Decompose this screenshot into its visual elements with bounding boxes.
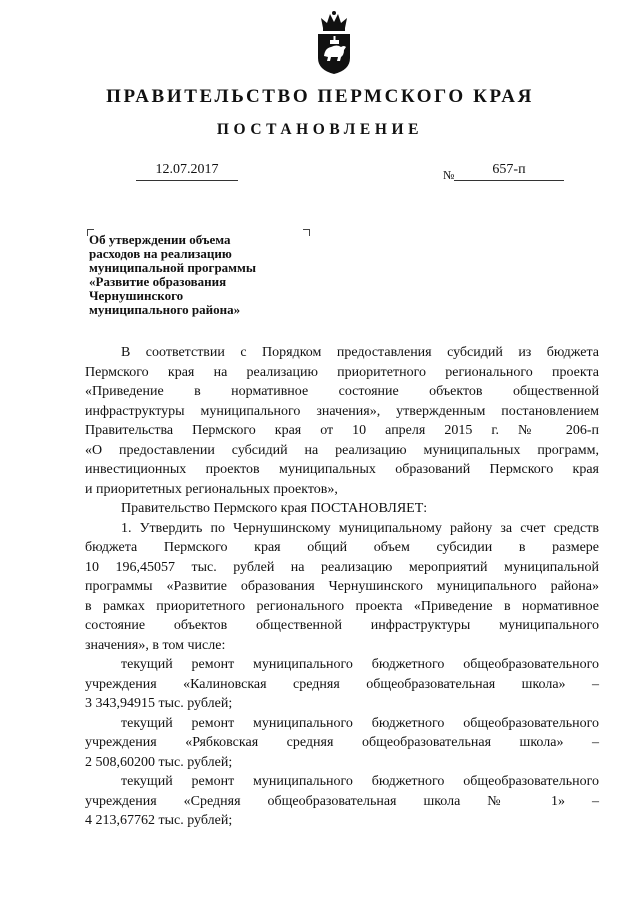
document-number: 657-п — [492, 162, 526, 177]
document-date: 12.07.2017 — [155, 162, 219, 177]
subject-line: Об утверждении объема — [89, 232, 231, 247]
body-line: учреждения «Калиновская средняя общеобразовательная школа» – — [85, 676, 599, 692]
body-line: в рамках приоритетного регионального проекта «Приведение в нормативное — [85, 598, 599, 614]
body-line: учреждения «Рябковская средняя общеобразовательная школа» – — [85, 735, 599, 750]
body-line: 4 213,67762 тыс. рублей; — [85, 813, 233, 828]
perm-krai-coat-of-arms-icon — [313, 10, 355, 76]
body-line: текущий ремонт муниципального бюджетного общеобразовательного — [121, 774, 599, 789]
body-line: Правительство Пермского края ПОСТАНОВЛЯЕТ: — [121, 501, 428, 516]
body-line: Правительства Пермского края от 10 апреля 2015 г. № 206-п — [85, 423, 599, 438]
document-subject — [89, 233, 309, 317]
body-line: 3 343,94915 тыс. рублей; — [85, 696, 233, 711]
government-title: ПРАВИТЕЛЬСТВО ПЕРМСКОГО КРАЯ — [106, 86, 534, 107]
body-line: текущий ремонт муниципального бюджетного общеобразовательного — [121, 715, 599, 731]
number-sign: № — [443, 168, 455, 182]
number-underline — [454, 180, 564, 181]
body-line: и приоритетных региональных проектов», — [85, 481, 338, 497]
body-line: инфраструктуры муниципального значения», утвержденным постановлением — [85, 403, 599, 419]
document-body — [85, 343, 599, 831]
body-line: текущий ремонт муниципального бюджетного общеобразовательного — [121, 657, 599, 672]
body-line: Пермского края на реализацию приоритетного регионального проекта — [85, 364, 599, 380]
subject-line: муниципальной программы — [89, 260, 257, 275]
body-line: бюджета Пермского края общий объем субсидии в размере — [85, 540, 599, 555]
subject-line: муниципального района» — [89, 302, 241, 317]
body-line: В соответствии с Порядком предоставления субсидий из бюджета — [121, 345, 599, 360]
body-line: 1. Утвердить по Чернушинскому муниципальному району за счет средств — [121, 520, 599, 536]
body-line: 10 196,45057 тыс. рублей на реализацию мероприятий муниципальной — [85, 559, 599, 575]
date-underline — [136, 180, 238, 181]
body-line: программы «Развитие образования Чернушинского муниципального района» — [85, 579, 599, 594]
body-line: 2 508,60200 тыс. рублей; — [85, 754, 233, 770]
body-line: состояние объектов общественной инфраструктуры муниципального — [85, 618, 599, 633]
subject-line: Чернушинского — [89, 288, 184, 303]
body-line: «О предоставлении субсидий на реализацию муниципальных программ, — [85, 442, 599, 458]
document-type-title: ПОСТАНОВЛЕНИЕ — [216, 121, 424, 138]
subject-line: расходов на реализацию — [89, 246, 232, 261]
body-line: значения», в том числе: — [85, 637, 226, 653]
body-line: «Приведение в нормативное состояние объектов общественной — [85, 384, 599, 399]
body-line: инвестиционных проектов муниципальных образований Пермского края — [85, 462, 599, 477]
subject-line: «Развитие образования — [89, 274, 227, 289]
body-line: учреждения «Средняя общеобразовательная школа № 1» – — [85, 793, 599, 809]
